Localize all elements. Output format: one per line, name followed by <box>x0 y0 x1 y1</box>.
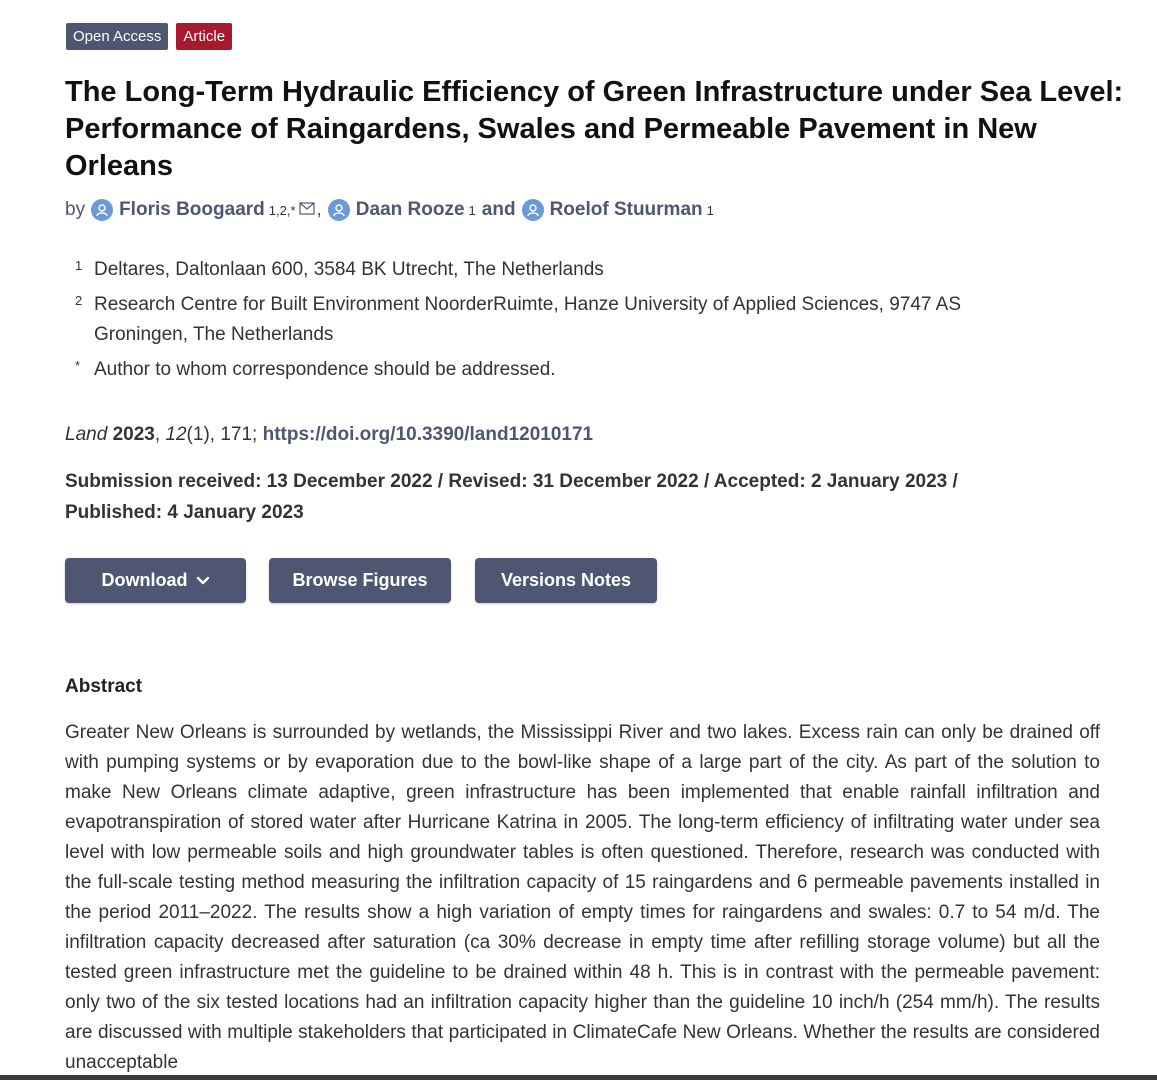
author-list <box>65 199 714 221</box>
versions-notes-button[interactable]: Versions Notes <box>475 558 657 603</box>
abstract-text: Greater New Orleans is surrounded by wetlands, the Mississippi River and two lakes. Excess rain can only be drained off with pumping systems or by evaporation due to the bowl-like shape of a large part of the city. As part of the solution to make New Orleans climate adaptive, green infrastructure has been implemented that enable rainfall infiltration and evapotranspiration of stored water after Hurricane Katrina in 2005. The long-term efficiency of infiltrating water under sea level with low permeable soils and high groundwater tables is often questioned. Therefore, research was conducted with the full-scale testing method measuring the infiltration capacity of 15 raingardens and 6 permeable pavements installed in the period 2011–2022. The results show a high variation of empty times for raingardens and swales: 0.7 to 54 m/d. The infiltration capacity decreased after saturation (ca 30% decrease in empty time after refilling storage volume) but all the tested green infrastructure met the guideline to be drained within 48 h. This is in contrast with the permeable pavement: only two of the six tested locations had an infiltration capacity higher than the guideline 10 inch/h (254 mm/h). The results are discussed with multiple stakeholders that participated in ClimateCafe New Orleans. Whether the results are considered unacceptable <box>65 722 1100 1073</box>
affiliation-marker: 1 <box>75 258 83 273</box>
abstract-heading: Abstract <box>65 676 143 697</box>
author-name[interactable]: Floris Boogaard <box>119 199 265 220</box>
affiliation-marker: * <box>75 358 81 373</box>
open-access-badge[interactable]: Open Access <box>66 23 168 50</box>
badge-group <box>66 23 232 50</box>
browse-figures-button[interactable]: Browse Figures <box>269 558 451 603</box>
affiliation-text: Author to whom correspondence should be addressed. <box>94 359 556 380</box>
envelope-icon[interactable] <box>299 199 315 221</box>
article-title: The Long-Term Hydraulic Efficiency of Green Infrastructure under Sea Level: Performance of Raingardens, Swales and Permeable Pavement in New Orleans <box>65 76 1124 182</box>
affiliation-marker: 2 <box>75 293 83 308</box>
citation-issue-pages: (1), 171; <box>186 424 258 445</box>
journal-name: Land <box>65 424 108 445</box>
person-icon[interactable] <box>91 199 113 221</box>
citation-year: 2023 <box>112 424 155 445</box>
author-separator: , <box>316 199 322 220</box>
article-type-badge: Article <box>176 23 232 50</box>
author-affiliation-marker: 1 <box>706 202 714 218</box>
affiliation-item <box>75 355 1024 385</box>
author-affiliation-marker: 1 <box>468 202 476 218</box>
affiliation-item <box>75 255 1024 285</box>
by-label: by <box>65 199 86 220</box>
affiliation-item <box>75 290 1024 350</box>
window-bottom-edge <box>0 1075 1157 1080</box>
person-icon[interactable] <box>328 199 350 221</box>
chevron-down-icon <box>196 570 210 591</box>
download-button[interactable] <box>65 558 246 603</box>
doi-link[interactable]: https://doi.org/10.3390/land12010171 <box>262 424 594 445</box>
affiliation-text: Deltares, Daltonlaan 600, 3584 BK Utrecht, The Netherlands <box>94 259 604 280</box>
download-button-label: Download <box>101 570 188 590</box>
citation-volume: 12 <box>165 424 187 445</box>
and-label: and <box>481 199 516 220</box>
author-affiliation-marker: 1,2,* <box>268 202 296 218</box>
person-icon[interactable] <box>522 199 544 221</box>
affiliation-text: Research Centre for Built Environment NoorderRuimte, Hanze University of Applied Sciences, 9747 AS Groningen, The Netherlands <box>94 294 962 345</box>
citation-line: Land 2023, 12(1), 171; https://doi.org/10.3390/land12010171 <box>65 424 594 445</box>
author-name[interactable]: Roelof Stuurman <box>549 199 703 220</box>
author-name[interactable]: Daan Rooze <box>355 199 465 220</box>
publication-dates: Submission received: 13 December 2022 / Revised: 31 December 2022 / Accepted: 2 January 2023 / Published: 4 January 2023 <box>65 471 958 523</box>
